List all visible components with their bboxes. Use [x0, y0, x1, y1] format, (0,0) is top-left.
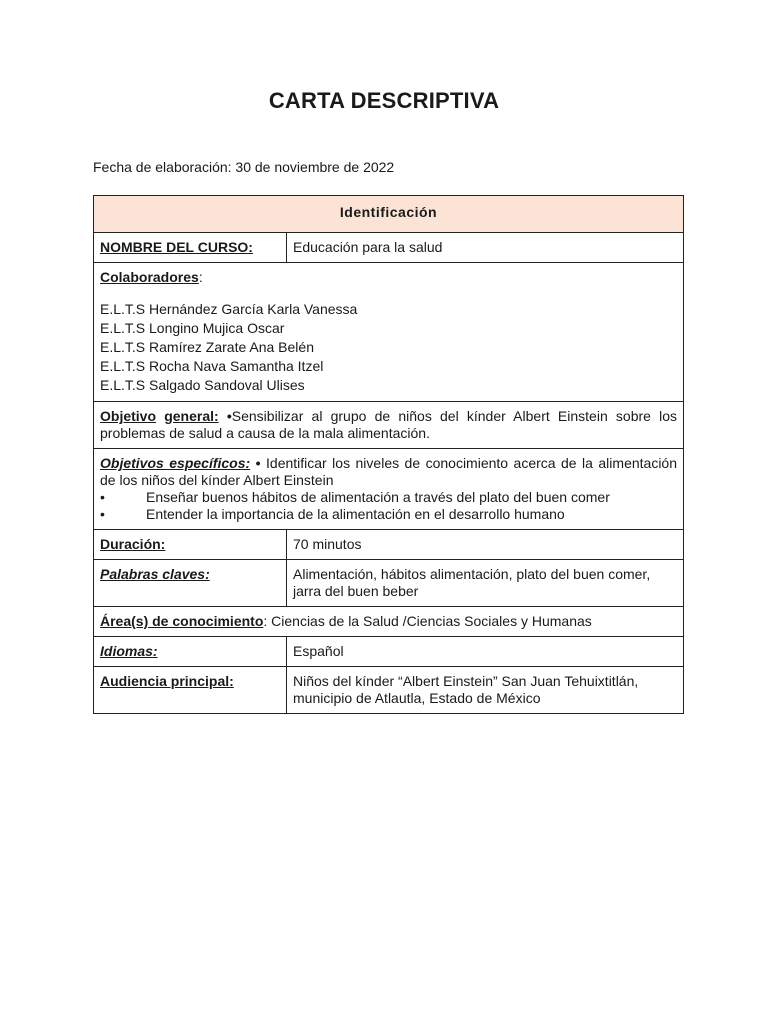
objetivo-general-row — [94, 402, 684, 449]
list-item: E.L.T.S Salgado Sandoval Ulises — [100, 377, 305, 393]
list-item — [100, 506, 677, 523]
idiomas-label: Idiomas: — [100, 643, 158, 659]
nombre-label-cell — [94, 233, 287, 263]
objetivos-especificos-cell — [94, 449, 684, 530]
colaboradores-cell — [94, 263, 684, 402]
palabras-value: Alimentación, hábitos alimentación, plato del buen comer, jarra del buen beber — [287, 560, 684, 607]
objetivo-general-text: Sensibilizar al grupo de niños del kínder Albert Einstein sobre los problemas de salud a causa de la mala alimentación. — [100, 408, 678, 441]
list-item: E.L.T.S Hernández García Karla Vanessa — [100, 301, 358, 317]
especificos-intro — [100, 455, 677, 489]
colaboradores-label: Colaboradores — [100, 269, 199, 285]
palabras-claves-row — [94, 560, 684, 607]
audiencia-label-cell — [94, 667, 287, 714]
objetivo-general-cell — [94, 402, 684, 449]
bullet: • — [100, 506, 105, 522]
especificos-text: Identificar los niveles de conocimiento acerca de la alimentación de los niños del kínder Albert Einstein — [100, 455, 678, 488]
nombre-label: NOMBRE DEL CURSO: — [100, 239, 253, 255]
area-label: Área(s) de conocimiento — [100, 613, 264, 629]
list-item: E.L.T.S Rocha Nava Samantha Itzel — [100, 358, 324, 374]
colaboradores-row — [94, 263, 684, 402]
area-value: : Ciencias de la Salud /Ciencias Sociales y Humanas — [263, 613, 592, 629]
colaboradores-colon: : — [198, 269, 203, 285]
nombre-row — [94, 233, 684, 263]
audiencia-row — [94, 667, 684, 714]
audiencia-label: Audiencia principal: — [100, 673, 234, 689]
list-item: E.L.T.S Ramírez Zarate Ana Belén — [100, 339, 314, 355]
general-label: general: — [164, 408, 219, 424]
duracion-label-cell — [94, 530, 287, 560]
objetivos-especificos-row — [94, 449, 684, 530]
objetivo-label: Objetivo — [100, 408, 157, 424]
duracion-value: 70 minutos — [287, 530, 684, 560]
especificos-label: Objetivos específicos: — [100, 455, 251, 471]
duracion-label: Duración: — [100, 536, 166, 552]
fecha-elaboracion: Fecha de elaboración: 30 de noviembre de 2022 — [93, 159, 395, 175]
list-item: E.L.T.S Longino Mujica Oscar — [100, 320, 285, 336]
area-cell — [94, 607, 684, 637]
especifico-item: Enseñar buenos hábitos de alimentación a través del plato del buen comer — [146, 489, 610, 505]
especificos-bullet: • — [250, 455, 267, 471]
idiomas-value: Español — [287, 637, 684, 667]
audiencia-value: Niños del kínder “Albert Einstein” San Juan Tehuixtitlán, municipio de Atlautla, Estado de México — [287, 667, 684, 714]
palabras-label-cell — [94, 560, 287, 607]
colaboradores-list — [100, 300, 677, 395]
carta-table — [93, 195, 684, 714]
idiomas-label-cell — [94, 637, 287, 667]
especifico-item: Entender la importancia de la alimentación en el desarrollo humano — [146, 506, 565, 522]
idiomas-row — [94, 637, 684, 667]
identificacion-header: Identificación — [94, 196, 684, 233]
document-title: CARTA DESCRIPTIVA — [268, 88, 500, 113]
list-item — [100, 489, 677, 506]
duracion-row — [94, 530, 684, 560]
nombre-value: Educación para la salud — [287, 233, 684, 263]
palabras-label: Palabras claves: — [100, 566, 210, 582]
area-row — [94, 607, 684, 637]
table-header-row — [94, 196, 684, 233]
objetivo-bullet: • — [218, 408, 232, 424]
bullet: • — [100, 489, 105, 505]
